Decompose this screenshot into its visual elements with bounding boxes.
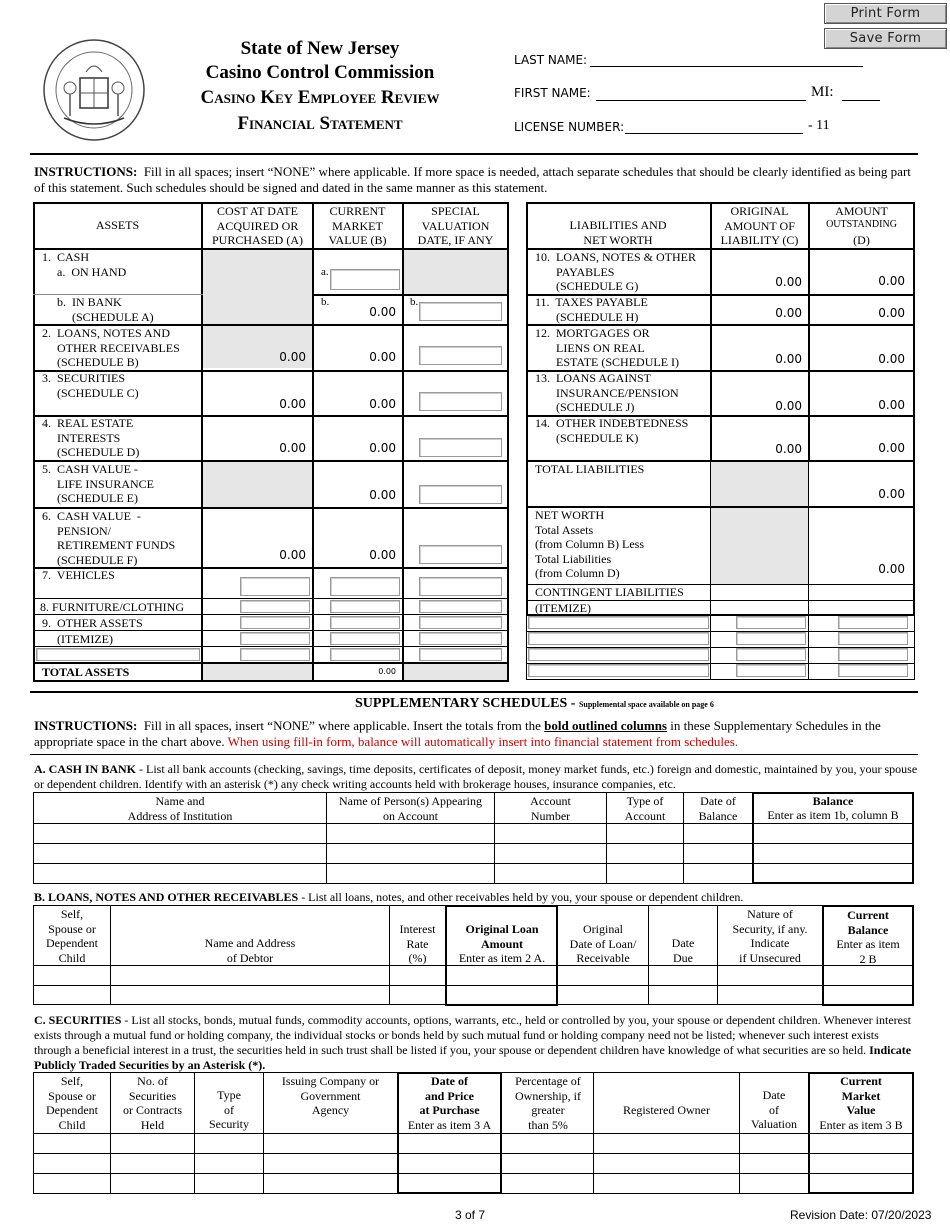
net-worth-value: 0.00 <box>878 562 905 576</box>
market-securities-value: 0.00 <box>369 397 396 411</box>
license-label: LICENSE NUMBER: <box>514 120 625 134</box>
asset-row-3: 3. SECURITIES (SCHEDULE C) <box>42 371 139 400</box>
sched-b-col-nature: Nature of Security, if any. Indicate if Unsecured <box>732 907 808 965</box>
supplementary-title: SUPPLEMENTARY SCHEDULES - Supplemental space available on page 6 <box>355 696 714 711</box>
cost-loans-value: 0.00 <box>279 350 306 364</box>
original-amount-header: ORIGINAL AMOUNT OF LIABILITY (C) <box>720 204 799 247</box>
sched-c-col-issuer: Issuing Company or Government Agency <box>281 1074 380 1117</box>
sched-a-col-balance-sub: Enter as item 1b, column B <box>767 808 899 822</box>
sched-a-col-balance: Balance <box>812 794 854 808</box>
contingent-orig-1[interactable] <box>736 616 806 629</box>
schedule-b-description: B. LOANS, NOTES AND OTHER RECEIVABLES - List all loans, notes, and other receivables held by you, your spouse or dependent children. <box>34 890 744 904</box>
sched-c-col-type: Type of Security <box>209 1088 249 1131</box>
net-worth-label: NET WORTH Total Assets (from Column B) Less Total Liabilities (from Column D) <box>535 508 644 580</box>
amount-header: AMOUNT <box>835 204 888 218</box>
assets-header: ASSETS <box>95 218 140 232</box>
liab-row-13: 13. LOANS AGAINST INSURANCE/PENSION (SCHEDULE J) <box>535 371 679 414</box>
total-assets-value: 0.00 <box>378 667 396 676</box>
d-header: (D) <box>853 233 870 247</box>
market-in-bank-value: 0.00 <box>369 305 396 319</box>
special-vehicles-input[interactable] <box>419 577 502 596</box>
asset-row-9b: (ITEMIZE) <box>42 632 113 646</box>
sched-b-col-original: Original Loan Amount <box>465 922 539 951</box>
special-other3-input[interactable] <box>419 648 502 661</box>
sched-b-col-debtor: Name and Address of Debtor <box>204 936 296 965</box>
contingent-out-4[interactable] <box>838 664 908 677</box>
special-header: SPECIAL VALUATION DATE, IF ANY <box>417 204 494 247</box>
header-divider <box>30 153 918 155</box>
sched-b-col-self: Self, Spouse or Dependent Child <box>46 907 98 965</box>
special-insurance-input[interactable] <box>419 485 502 504</box>
instructions-label: INSTRUCTIONS: <box>34 164 138 179</box>
sched-c-col-number: No. of Securities or Contracts Held <box>123 1074 182 1132</box>
orig-taxes-value: 0.00 <box>775 306 802 320</box>
liab-row-11: 11. TAXES PAYABLE (SCHEDULE H) <box>535 295 648 324</box>
liab-row-14: 14. OTHER INDEBTEDNESS (SCHEDULE K) <box>535 416 689 445</box>
sched-c-col-date-price-sub: Enter as item 3 A <box>407 1118 492 1132</box>
instructions-top <box>34 164 918 196</box>
sched-a-col-account-number: Account Number <box>530 794 571 823</box>
market-a-label: a. <box>321 266 329 278</box>
sched-c-col-current: Current Market Value <box>840 1074 882 1117</box>
sched-c-col-valuation: Date of Valuation <box>751 1088 797 1131</box>
contingent-out-3[interactable] <box>838 648 908 661</box>
contingent-label: CONTINGENT LIABILITIES <box>535 585 684 599</box>
header-line3: Casino Key Employee Review <box>200 87 440 108</box>
liab-row-12: 12. MORTGAGES OR LIENS ON REAL ESTATE (SCHEDULE I) <box>535 326 680 369</box>
outstanding-header: OUTSTANDING <box>826 219 897 230</box>
cost-other3-input[interactable] <box>240 648 310 661</box>
save-form-button[interactable]: Save Form <box>824 28 947 49</box>
header-line4: Financial Statement <box>237 113 403 134</box>
sched-a-col-institution: Name and Address of Institution <box>127 794 233 823</box>
special-loans-input[interactable] <box>419 346 502 365</box>
first-name-label: FIRST NAME: <box>514 86 591 100</box>
sched-b-col-current: Current Balance <box>847 908 889 937</box>
market-other3-input[interactable] <box>330 648 400 661</box>
cost-other2-input[interactable] <box>240 632 310 645</box>
cost-securities-value: 0.00 <box>279 397 306 411</box>
special-other1-input[interactable] <box>419 616 502 629</box>
asset-row-9: 9. OTHER ASSETS <box>42 616 143 630</box>
contingent-desc-1[interactable] <box>528 616 709 629</box>
total-liabilities-label: TOTAL LIABILITIES <box>535 462 645 476</box>
market-real-estate-value: 0.00 <box>369 441 396 455</box>
mi-field[interactable] <box>842 100 880 101</box>
other-asset-name-input[interactable] <box>36 648 200 661</box>
instructions-text: Fill in all spaces; insert “NONE” where applicable. If more space is needed, attach separate schedules that should be clearly identified as being part of this statement. Such schedules should be signed and dated in the same manner as this statement. <box>34 164 911 195</box>
market-furniture-input[interactable] <box>330 600 400 613</box>
contingent-desc-3[interactable] <box>528 648 709 661</box>
sup-divider <box>30 754 918 755</box>
market-b-label: b. <box>321 296 330 308</box>
orig-mortgages-value: 0.00 <box>775 352 802 366</box>
cost-vehicles-input[interactable] <box>240 577 310 596</box>
revision-date: Revision Date: 07/20/2023 <box>790 1208 932 1222</box>
contingent-desc-2[interactable] <box>528 632 709 645</box>
contingent-itemize: (ITEMIZE) <box>535 601 591 615</box>
market-header: CURRENT MARKET VALUE (B) <box>328 204 387 247</box>
cost-furniture-input[interactable] <box>240 600 310 613</box>
out-loans-value: 0.00 <box>878 274 905 288</box>
market-cash-on-hand-input[interactable] <box>330 269 400 290</box>
license-suffix: - 11 <box>808 118 830 133</box>
asset-row-6: 6. CASH VALUE - PENSION/ RETIREMENT FUNDS (SCHEDULE F) <box>42 509 176 567</box>
page-number: 3 of 7 <box>455 1208 486 1222</box>
total-assets-label: TOTAL ASSETS <box>42 665 130 679</box>
last-name-field[interactable] <box>590 66 863 67</box>
market-other1-input[interactable] <box>330 616 400 629</box>
cost-pension-value: 0.00 <box>279 548 306 562</box>
asset-row-2: 2. LOANS, NOTES AND OTHER RECEIVABLES (SCHEDULE B) <box>42 326 180 369</box>
instructions-supplementary: INSTRUCTIONS: Fill in all spaces, insert “NONE” where applicable. Insert the totals from the bold outlined columns in these Supplementary Schedules in the appropriate space in the chart above. When using fill-in form, balance will automatically insert into financial statement from schedules. <box>34 718 881 749</box>
sched-a-col-persons: Name of Person(s) Appearing on Account <box>339 794 482 823</box>
asset-row-1b: b. IN BANK (SCHEDULE A) <box>57 295 154 324</box>
sched-b-col-current-sub: Enter as item 2 B <box>836 937 900 966</box>
section-divider <box>30 691 918 693</box>
market-other2-input[interactable] <box>330 632 400 645</box>
out-mortgages-value: 0.00 <box>878 352 905 366</box>
print-form-button[interactable]: Print Form <box>824 3 947 24</box>
special-other2-input[interactable] <box>419 632 502 645</box>
market-loans-value: 0.00 <box>369 350 396 364</box>
liab-row-10: 10. LOANS, NOTES & OTHER PAYABLES (SCHEDULE G) <box>535 250 696 293</box>
sched-b-col-original-sub: Enter as item 2 A. <box>458 951 546 965</box>
special-real-estate-input[interactable] <box>419 438 502 457</box>
contingent-orig-2[interactable] <box>736 632 806 645</box>
asset-row-1a: 1. CASH a. ON HAND <box>42 250 127 279</box>
header-line1: State of New Jersey <box>240 38 400 59</box>
sched-c-col-current-sub: Enter as item 3 B <box>819 1118 903 1132</box>
special-b-label: b. <box>410 296 419 308</box>
market-vehicles-input[interactable] <box>330 577 400 596</box>
liabilities-header: LIABILITIES AND NET WORTH <box>569 218 667 247</box>
out-other-value: 0.00 <box>878 441 905 455</box>
sched-c-col-date-price: Date of and Price at Purchase <box>419 1074 480 1117</box>
contingent-out-1[interactable] <box>838 616 908 629</box>
sched-b-col-date-loan: Original Date of Loan/ Receivable <box>569 922 637 965</box>
market-insurance-value: 0.00 <box>369 488 396 502</box>
asset-row-5: 5. CASH VALUE - LIFE INSURANCE (SCHEDULE E) <box>42 462 155 505</box>
asset-row-7: 7. VEHICLES <box>42 568 115 582</box>
first-name-field[interactable] <box>596 100 806 101</box>
special-pension-input[interactable] <box>419 545 502 564</box>
supplementary-note: Supplemental space available on page 6 <box>578 700 714 709</box>
orig-other-value: 0.00 <box>775 442 802 456</box>
asset-row-8: 8. FURNITURE/CLOTHING <box>40 600 184 614</box>
cost-real-estate-value: 0.00 <box>279 441 306 455</box>
cost-header: COST AT DATE ACQUIRED OR PURCHASED (A) <box>211 204 303 247</box>
license-field[interactable] <box>625 133 803 134</box>
last-name-label: LAST NAME: <box>514 53 588 67</box>
header-line2: Casino Control Commission <box>205 62 435 83</box>
mi-label: MI: <box>811 84 834 100</box>
sched-c-col-self: Self, Spouse or Dependent Child <box>46 1074 98 1132</box>
asset-row-4: 4. REAL ESTATE INTERESTS (SCHEDULE D) <box>42 416 140 459</box>
special-in-bank-input[interactable] <box>419 302 502 321</box>
sched-b-col-interest: Interest Rate (%) <box>399 922 436 965</box>
orig-insurance-loans-value: 0.00 <box>775 399 802 413</box>
sched-a-col-date: Date of Balance <box>698 794 738 823</box>
special-securities-input[interactable] <box>419 392 502 411</box>
contingent-orig-3[interactable] <box>736 648 806 661</box>
schedule-c-description: C. SECURITIES - List all stocks, bonds, mutual funds, commodity accounts, options, warrants, etc., held or controlled by you, your spouse or dependent children. Whenever interest exists through a mutual fund or holding company, the individual stocks or bonds held by such mutual fund or holding company need not be listed; whenever such interest exists through a beneficial interest in a trust, the securities held in such trust shall be listed if you, your spouse or dependent children have knowledge of what securities are so held. Indicate Publicly Traded Securities by an Asterisk (*). <box>34 1013 912 1072</box>
contingent-orig-4[interactable] <box>736 664 806 677</box>
out-taxes-value: 0.00 <box>878 306 905 320</box>
contingent-out-2[interactable] <box>838 632 908 645</box>
out-insurance-loans-value: 0.00 <box>878 398 905 412</box>
schedule-a-description: A. CASH IN BANK - List all bank accounts (checking, savings, time deposits, certificates of deposit, money market funds, etc.) foreign and domestic, maintained by you, your spouse or dependent children. Identify with an asterisk (*) any check writing accounts held with brokerage houses, insurance companies, etc. <box>34 762 918 791</box>
contingent-desc-4[interactable] <box>528 664 709 677</box>
sched-b-col-date-due: Date Due <box>671 936 695 965</box>
total-liabilities-value: 0.00 <box>878 487 905 501</box>
special-furniture-input[interactable] <box>419 600 502 613</box>
sched-c-col-owner: Registered Owner <box>623 1103 710 1117</box>
orig-loans-value: 0.00 <box>775 275 802 289</box>
sched-a-col-account-type: Type of Account <box>624 794 666 823</box>
market-pension-value: 0.00 <box>369 548 396 562</box>
state-seal-logo <box>40 38 148 143</box>
cost-other1-input[interactable] <box>240 616 310 629</box>
sched-c-col-percentage: Percentage of Ownership, if greater than 5% <box>515 1074 581 1132</box>
